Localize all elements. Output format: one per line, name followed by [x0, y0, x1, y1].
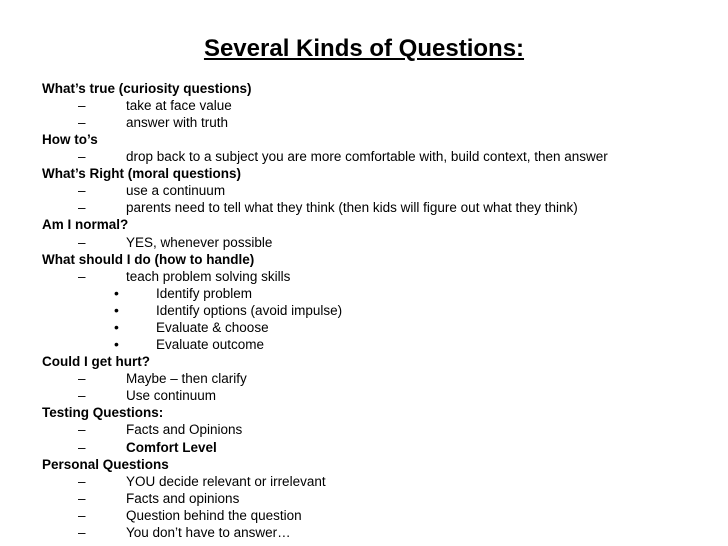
- list-item: Maybe – then clarify: [126, 371, 247, 386]
- list-item: Facts and opinions: [126, 491, 240, 506]
- sub-list-item: Identify options (avoid impulse): [156, 303, 343, 318]
- sub-list-item: Identify problem: [156, 286, 253, 301]
- bullet-marker: •: [114, 285, 119, 301]
- list-item: use a continuum: [126, 183, 226, 198]
- list-item: parents need to tell what they think (then kids will figure out what they think): [126, 200, 578, 215]
- list-item: take at face value: [126, 98, 232, 113]
- dash-marker: –: [78, 371, 86, 386]
- bullet-marker: •: [114, 302, 119, 318]
- list-item: YES, whenever possible: [126, 235, 273, 250]
- dash-marker: –: [78, 183, 86, 198]
- dash-marker: –: [78, 474, 86, 489]
- list-item: teach problem solving skills: [126, 269, 291, 284]
- heading-whats-true: What’s true (curiosity questions): [42, 81, 252, 96]
- dash-marker: –: [78, 422, 86, 437]
- sub-list-item: Evaluate outcome: [156, 337, 265, 352]
- heading-whats-right: What’s Right (moral questions): [42, 166, 241, 181]
- heading-what-should-i-do: What should I do (how to handle): [42, 252, 255, 267]
- dash-marker: –: [78, 235, 86, 250]
- dash-marker: –: [78, 269, 86, 284]
- list-item: Facts and Opinions: [126, 422, 243, 437]
- heading-testing-questions: Testing Questions:: [42, 405, 164, 420]
- dash-marker: –: [78, 200, 86, 215]
- dash-marker: –: [78, 115, 86, 130]
- heading-could-i-get-hurt: Could I get hurt?: [42, 354, 150, 369]
- dash-marker: –: [78, 491, 86, 506]
- heading-personal-questions: Personal Questions: [42, 457, 169, 472]
- list-item: You don’t have to answer…: [126, 525, 291, 540]
- list-item: YOU decide relevant or irrelevant: [126, 474, 326, 489]
- dash-marker: –: [78, 440, 86, 455]
- list-item: Use continuum: [126, 388, 217, 403]
- dash-marker: –: [78, 525, 86, 540]
- dash-marker: –: [78, 98, 86, 113]
- list-item: answer with truth: [126, 115, 229, 130]
- bullet-marker: •: [114, 336, 119, 352]
- dash-marker: –: [78, 508, 86, 523]
- list-item: Comfort Level: [126, 440, 217, 455]
- heading-how-tos: How to’s: [42, 132, 98, 147]
- list-item: drop back to a subject you are more comfortable with, build context, then answer: [126, 149, 608, 164]
- sub-list-item: Evaluate & choose: [156, 320, 269, 335]
- heading-am-i-normal: Am I normal?: [42, 217, 129, 232]
- bullet-marker: •: [114, 319, 119, 335]
- dash-marker: –: [78, 388, 86, 403]
- slide-title: Several Kinds of Questions:: [203, 35, 525, 62]
- list-item: Question behind the question: [126, 508, 302, 523]
- dash-marker: –: [78, 149, 86, 164]
